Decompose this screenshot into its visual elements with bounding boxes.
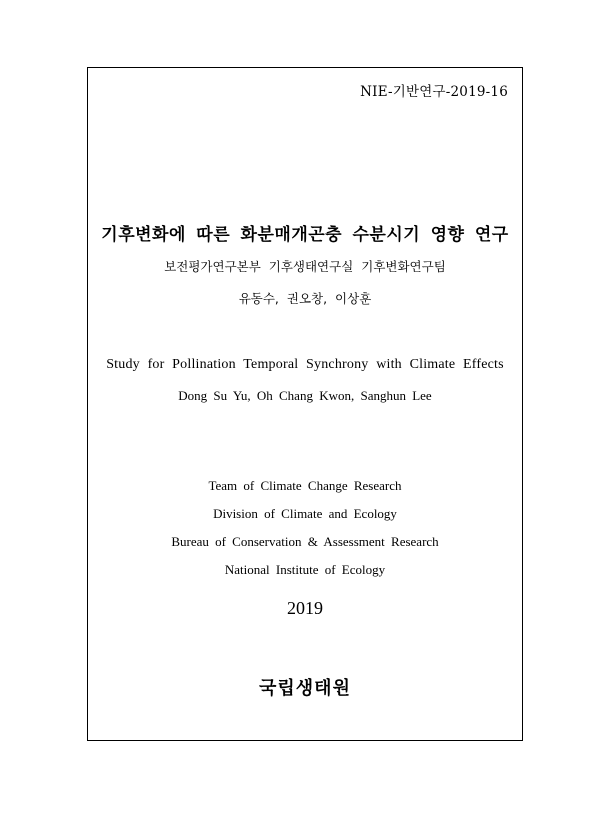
org-bureau: Bureau of Conservation & Assessment Research (171, 534, 439, 549)
org-institute: National Institute of Ecology (224, 562, 386, 577)
english-authors: Dong Su Yu, Oh Chang Kwon, Sanghun Lee (178, 388, 432, 403)
korean-authors: 유동수, 권오창, 이상훈 (238, 291, 372, 306)
english-title: Study for Pollination Temporal Synchrony with Climate Effects (106, 357, 504, 372)
korean-title: 기후변화에 따른 화분매개곤충 수분시기 영향 연구 (101, 225, 509, 245)
publisher-name: 국립생태원 (259, 678, 351, 699)
report-id: NIE-기반연구-2019-16 (360, 84, 508, 100)
cover-frame (87, 67, 523, 741)
korean-team: 보전평가연구본부 기후생태연구실 기후변화연구팀 (164, 259, 446, 274)
publication-year: 2019 (287, 598, 323, 618)
org-team: Team of Climate Change Research (208, 478, 402, 493)
org-division: Division of Climate and Ecology (213, 506, 397, 521)
